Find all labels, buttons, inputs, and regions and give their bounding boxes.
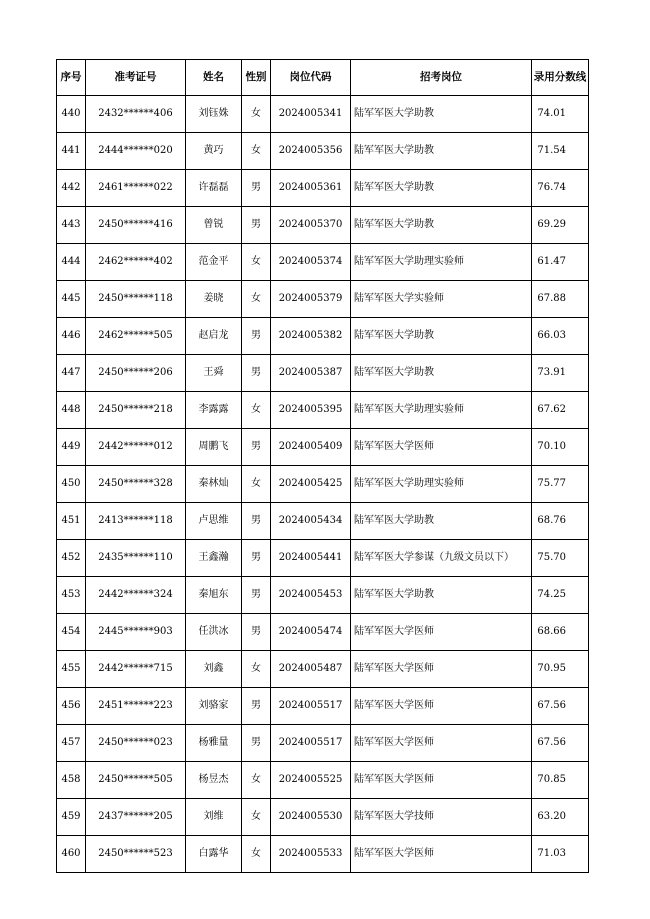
cell-ticket-number: 2450******523 xyxy=(86,836,186,873)
cell-gender: 男 xyxy=(242,577,271,614)
cell-index: 456 xyxy=(57,688,86,725)
cell-post-code: 2024005361 xyxy=(271,170,351,207)
cell-name: 白露华 xyxy=(186,836,242,873)
cell-gender: 女 xyxy=(242,244,271,281)
col-header-post: 招考岗位 xyxy=(351,60,532,96)
cell-name: 李露露 xyxy=(186,392,242,429)
cell-gender: 女 xyxy=(242,281,271,318)
cell-post: 陆军军医大学助教 xyxy=(351,503,532,540)
cell-gender: 女 xyxy=(242,466,271,503)
cell-post-code: 2024005370 xyxy=(271,207,351,244)
cell-gender: 男 xyxy=(242,429,271,466)
cell-name: 任洪冰 xyxy=(186,614,242,651)
cell-ticket-number: 2450******218 xyxy=(86,392,186,429)
cell-name: 刘骆家 xyxy=(186,688,242,725)
table-row xyxy=(57,207,589,244)
cell-index: 458 xyxy=(57,762,86,799)
cell-post: 陆军军医大学助理实验师 xyxy=(351,466,532,503)
col-header-gender: 性别 xyxy=(242,60,271,96)
table-row xyxy=(57,799,589,836)
cell-post: 陆军军医大学助教 xyxy=(351,207,532,244)
cell-post-code: 2024005356 xyxy=(271,133,351,170)
cell-index: 446 xyxy=(57,318,86,355)
cell-score: 70.95 xyxy=(532,651,589,688)
table-row xyxy=(57,170,589,207)
table-row xyxy=(57,503,589,540)
cell-ticket-number: 2450******023 xyxy=(86,725,186,762)
table-row xyxy=(57,244,589,281)
cell-name: 王鑫瀚 xyxy=(186,540,242,577)
cell-post: 陆军军医大学助教 xyxy=(351,318,532,355)
cell-score: 68.66 xyxy=(532,614,589,651)
table-row xyxy=(57,540,589,577)
cell-post-code: 2024005517 xyxy=(271,725,351,762)
cell-gender: 男 xyxy=(242,688,271,725)
table-row xyxy=(57,429,589,466)
cell-post: 陆军军医大学医师 xyxy=(351,651,532,688)
cell-ticket-number: 2442******324 xyxy=(86,577,186,614)
cell-score: 67.88 xyxy=(532,281,589,318)
cell-post: 陆军军医大学医师 xyxy=(351,836,532,873)
cell-post: 陆军军医大学医师 xyxy=(351,762,532,799)
table-row xyxy=(57,355,589,392)
cell-post-code: 2024005487 xyxy=(271,651,351,688)
cell-gender: 女 xyxy=(242,651,271,688)
cell-gender: 女 xyxy=(242,836,271,873)
cell-score: 61.47 xyxy=(532,244,589,281)
cell-ticket-number: 2445******903 xyxy=(86,614,186,651)
cell-index: 448 xyxy=(57,392,86,429)
cell-post: 陆军军医大学医师 xyxy=(351,725,532,762)
table-row xyxy=(57,133,589,170)
cell-index: 442 xyxy=(57,170,86,207)
cell-ticket-number: 2451******223 xyxy=(86,688,186,725)
cell-post: 陆军军医大学医师 xyxy=(351,429,532,466)
cell-score: 70.85 xyxy=(532,762,589,799)
cell-post-code: 2024005374 xyxy=(271,244,351,281)
cell-post-code: 2024005409 xyxy=(271,429,351,466)
cell-post: 陆军军医大学助教 xyxy=(351,355,532,392)
cell-index: 449 xyxy=(57,429,86,466)
cell-index: 453 xyxy=(57,577,86,614)
cell-ticket-number: 2442******012 xyxy=(86,429,186,466)
table-row xyxy=(57,725,589,762)
cell-index: 441 xyxy=(57,133,86,170)
cell-post: 陆军军医大学参谋（九级文员以下） xyxy=(351,540,532,577)
cell-score: 67.56 xyxy=(532,688,589,725)
table-row xyxy=(57,318,589,355)
cell-post: 陆军军医大学助教 xyxy=(351,170,532,207)
cell-gender: 女 xyxy=(242,799,271,836)
cell-post: 陆军军医大学助理实验师 xyxy=(351,392,532,429)
table-row xyxy=(57,651,589,688)
cell-score: 74.01 xyxy=(532,96,589,133)
cell-ticket-number: 2450******505 xyxy=(86,762,186,799)
table-row xyxy=(57,762,589,799)
table-body xyxy=(57,96,589,873)
cell-index: 450 xyxy=(57,466,86,503)
cell-index: 445 xyxy=(57,281,86,318)
cell-index: 459 xyxy=(57,799,86,836)
cell-index: 451 xyxy=(57,503,86,540)
cell-score: 74.25 xyxy=(532,577,589,614)
col-header-score: 录用分数线 xyxy=(532,60,589,96)
cell-post: 陆军军医大学助教 xyxy=(351,577,532,614)
table-row xyxy=(57,466,589,503)
cell-gender: 男 xyxy=(242,318,271,355)
cell-gender: 女 xyxy=(242,762,271,799)
cell-ticket-number: 2444******020 xyxy=(86,133,186,170)
cell-ticket-number: 2462******505 xyxy=(86,318,186,355)
cell-score: 70.10 xyxy=(532,429,589,466)
cell-name: 赵启龙 xyxy=(186,318,242,355)
cell-post-code: 2024005387 xyxy=(271,355,351,392)
cell-post-code: 2024005341 xyxy=(271,96,351,133)
cell-gender: 男 xyxy=(242,207,271,244)
cell-index: 452 xyxy=(57,540,86,577)
cell-score: 75.77 xyxy=(532,466,589,503)
cell-ticket-number: 2461******022 xyxy=(86,170,186,207)
cell-name: 王舜 xyxy=(186,355,242,392)
cell-name: 许磊磊 xyxy=(186,170,242,207)
cell-name: 范金平 xyxy=(186,244,242,281)
cell-score: 67.56 xyxy=(532,725,589,762)
col-header-post-code: 岗位代码 xyxy=(271,60,351,96)
cell-post: 陆军军医大学助教 xyxy=(351,133,532,170)
table-header-row xyxy=(57,60,589,96)
cell-post: 陆军军医大学医师 xyxy=(351,614,532,651)
cell-name: 曾锐 xyxy=(186,207,242,244)
col-header-index: 序号 xyxy=(57,60,86,96)
cell-post-code: 2024005382 xyxy=(271,318,351,355)
cell-index: 444 xyxy=(57,244,86,281)
cell-ticket-number: 2462******402 xyxy=(86,244,186,281)
cell-score: 76.74 xyxy=(532,170,589,207)
cell-index: 455 xyxy=(57,651,86,688)
cell-post: 陆军军医大学实验师 xyxy=(351,281,532,318)
col-header-ticket: 准考证号 xyxy=(86,60,186,96)
table-row xyxy=(57,836,589,873)
cell-ticket-number: 2442******715 xyxy=(86,651,186,688)
cell-post-code: 2024005525 xyxy=(271,762,351,799)
table-row xyxy=(57,281,589,318)
cell-score: 71.54 xyxy=(532,133,589,170)
cell-gender: 男 xyxy=(242,725,271,762)
cell-name: 刘鑫 xyxy=(186,651,242,688)
col-header-name: 姓名 xyxy=(186,60,242,96)
cell-index: 457 xyxy=(57,725,86,762)
cell-gender: 女 xyxy=(242,96,271,133)
cell-post-code: 2024005453 xyxy=(271,577,351,614)
cell-index: 447 xyxy=(57,355,86,392)
cell-score: 66.03 xyxy=(532,318,589,355)
cell-post: 陆军军医大学助理实验师 xyxy=(351,244,532,281)
cell-post-code: 2024005517 xyxy=(271,688,351,725)
cell-index: 460 xyxy=(57,836,86,873)
cell-score: 71.03 xyxy=(532,836,589,873)
cell-name: 杨雅量 xyxy=(186,725,242,762)
cell-name: 秦林灿 xyxy=(186,466,242,503)
cell-ticket-number: 2450******206 xyxy=(86,355,186,392)
table-row xyxy=(57,96,589,133)
cell-score: 68.76 xyxy=(532,503,589,540)
table-row xyxy=(57,614,589,651)
cell-name: 秦旭东 xyxy=(186,577,242,614)
cell-name: 卢思维 xyxy=(186,503,242,540)
cell-post: 陆军军医大学助教 xyxy=(351,96,532,133)
cell-post-code: 2024005474 xyxy=(271,614,351,651)
cell-gender: 男 xyxy=(242,503,271,540)
cell-gender: 女 xyxy=(242,392,271,429)
cell-index: 443 xyxy=(57,207,86,244)
cell-post-code: 2024005425 xyxy=(271,466,351,503)
cell-post-code: 2024005441 xyxy=(271,540,351,577)
cell-ticket-number: 2413******118 xyxy=(86,503,186,540)
cell-ticket-number: 2450******118 xyxy=(86,281,186,318)
cell-score: 69.29 xyxy=(532,207,589,244)
cell-ticket-number: 2435******110 xyxy=(86,540,186,577)
cell-post-code: 2024005379 xyxy=(271,281,351,318)
cell-post-code: 2024005530 xyxy=(271,799,351,836)
cell-ticket-number: 2432******406 xyxy=(86,96,186,133)
cell-gender: 男 xyxy=(242,540,271,577)
cell-name: 刘维 xyxy=(186,799,242,836)
cell-name: 周鹏飞 xyxy=(186,429,242,466)
cell-post-code: 2024005395 xyxy=(271,392,351,429)
cell-post-code: 2024005434 xyxy=(271,503,351,540)
cell-ticket-number: 2450******416 xyxy=(86,207,186,244)
cell-name: 黄巧 xyxy=(186,133,242,170)
cell-post: 陆军军医大学技师 xyxy=(351,799,532,836)
cell-index: 440 xyxy=(57,96,86,133)
cell-gender: 男 xyxy=(242,170,271,207)
table-row xyxy=(57,392,589,429)
cell-index: 454 xyxy=(57,614,86,651)
cell-post-code: 2024005533 xyxy=(271,836,351,873)
cell-ticket-number: 2450******328 xyxy=(86,466,186,503)
cell-name: 姜晓 xyxy=(186,281,242,318)
cell-post: 陆军军医大学医师 xyxy=(351,688,532,725)
cell-score: 75.70 xyxy=(532,540,589,577)
cell-name: 杨昱杰 xyxy=(186,762,242,799)
table-row xyxy=(57,577,589,614)
cell-gender: 女 xyxy=(242,133,271,170)
cell-gender: 男 xyxy=(242,355,271,392)
cell-ticket-number: 2437******205 xyxy=(86,799,186,836)
cell-score: 63.20 xyxy=(532,799,589,836)
table-row xyxy=(57,688,589,725)
cell-gender: 男 xyxy=(242,614,271,651)
admission-score-table xyxy=(56,59,589,873)
cell-score: 73.91 xyxy=(532,355,589,392)
cell-score: 67.62 xyxy=(532,392,589,429)
cell-name: 刘钰姝 xyxy=(186,96,242,133)
